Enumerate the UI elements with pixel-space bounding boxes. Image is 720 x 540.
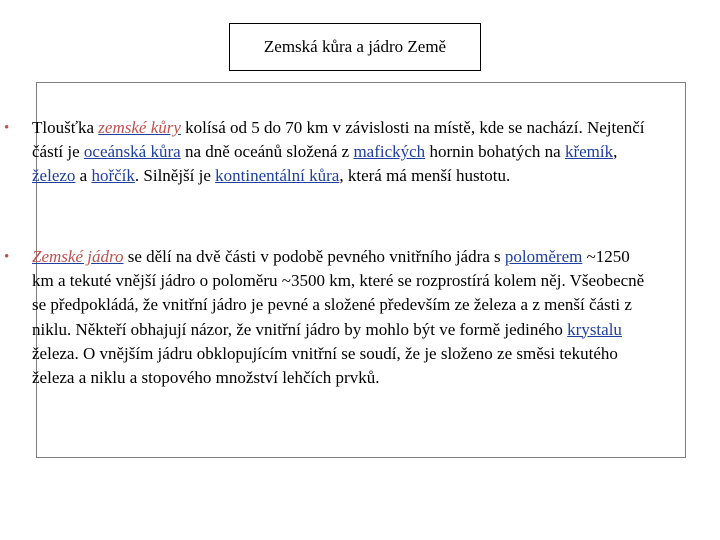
text-run: a (75, 166, 92, 186)
bullet-item (4, 245, 646, 390)
hyperlink[interactable]: železo (32, 166, 76, 186)
text-run: . Silnější je (134, 166, 216, 186)
hyperlink[interactable]: oceánská kůra (83, 142, 181, 162)
bullet-text (32, 118, 645, 185)
text-run: kolísá od 5 do 70 km v závislosti na místě, kde se nachází. Nejtenčí částí je (32, 118, 645, 162)
text-run: , (613, 142, 618, 162)
slide-title-box (229, 23, 481, 71)
hyperlink[interactable]: krystalu (567, 319, 622, 339)
hyperlink[interactable]: kontinentální kůra (215, 166, 340, 186)
bullet-item (4, 116, 646, 189)
bullet-dot-icon: • (4, 120, 10, 136)
hyperlink[interactable]: mafických (353, 142, 426, 162)
term-highlight[interactable]: Zemské jádro (32, 247, 124, 266)
hyperlink[interactable]: hořčík (91, 166, 135, 186)
text-run: na dně oceánů složená z (180, 142, 354, 162)
text-run: železa. O vnějším jádru obklopujícím vnitřní se soudí, že je složeno ze směsi tekutého železa a niklu a stopového množství lehčích prvků. (32, 343, 618, 388)
hyperlink[interactable]: křemík (564, 142, 614, 162)
bullet-dot-icon: • (4, 249, 10, 265)
text-run: ~1250 km a tekuté vnější jádro o poloměru ~3500 km, které se rozprostírá kolem něj. Všeobecně se předpokládá, že vnitřní jádro je pevné a složené především ze železa a z menší části z niklu. Někteří obhajují názor, že vnitřní jádro by mohlo být ve formě jediného (32, 247, 645, 339)
text-run: se dělí na dvě části v podobě pevného vnitřního jádra s (123, 247, 505, 266)
slide-title: Zemská kůra a jádro Země (263, 37, 447, 56)
bullet-text (32, 247, 644, 387)
text-run: hornin bohatých na (425, 142, 565, 162)
text-run: Tloušťka (32, 118, 99, 137)
text-run: , která má menší hustotu. (339, 166, 511, 186)
term-highlight[interactable]: zemské kůry (98, 118, 181, 137)
hyperlink[interactable]: poloměrem (504, 247, 583, 266)
